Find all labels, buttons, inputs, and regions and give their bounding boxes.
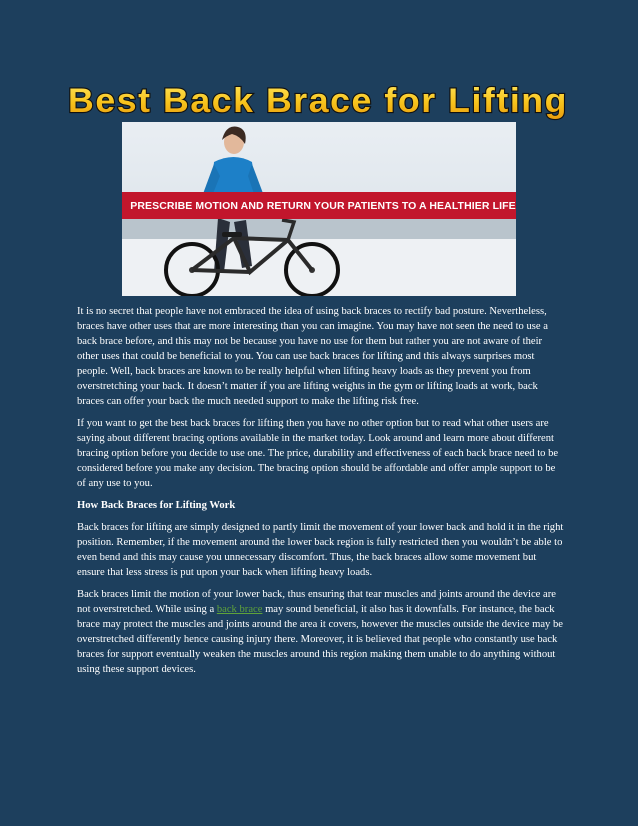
- hero-image: [122, 122, 516, 296]
- back-brace-link[interactable]: back brace: [216, 604, 263, 615]
- title-text: Best Back Brace for Lifting: [68, 82, 568, 120]
- paragraph-4-text-before: Back braces limit the motion of your lower back, thus ensuring that tear muscles and joints around the device are not overstretched. While using a: [77, 589, 556, 615]
- paragraph-4-text-after: may sound beneficial, it also has it downfalls. For instance, the back brace may protect the muscles and joints around the area it covers, however the muscles outside the device may be overstretched differently hence causing injury there. Moreover, it is believed that people who constantly use back braces for support eventually weaken the muscles around this region making them unable to do anything without using these support devices.: [77, 604, 563, 675]
- article-body: [77, 304, 565, 684]
- paragraph-3: Back braces for lifting are simply designed to partly limit the movement of your lower back and hold it in the right position. Remember, if the movement around the lower back region is fully restricted then you wouldn’t be able to even bend and this may cause you unnecessary discomfort. Thus, the back braces allow some movement but ensure that less stress is put upon your back when lifting heavy loads.: [77, 522, 564, 578]
- document-title: [58, 76, 578, 122]
- paragraph-4: [77, 587, 565, 677]
- paragraph-1: It is no secret that people have not embraced the idea of using back braces to rectify bad posture. Nevertheless, braces have other uses that are more interesting than you can imagine. You may have not seen the need to use a back brace before, and this may not be because you have no use for them but rather you are not aware of their other uses that could be beneficial to you. You can use back braces for lifting and this always surprises most people. Well, back braces are known to be really helpful when lifting heavy loads as they prevent you from overstretching your back. It doesn’t matter if you are lifting weights in the gym or lifting loads at work, back braces can offer your back the much needed support to make the lifting risk free.: [77, 306, 548, 407]
- hero-banner: [122, 192, 516, 219]
- title-graphic: [58, 76, 578, 122]
- hero-banner-text: PRESCRIBE MOTION AND RETURN YOUR PATIENTS TO A HEALTHIER LIFE: [130, 199, 516, 212]
- paragraph-2: If you want to get the best back braces for lifting then you have no other option but to read what other users are saying about different bracing options available in the market today. Look around and learn more about different bracing option before you decide to use one. The price, durability and effectiveness of each back brace need to be considered before you make any decision. The bracing option should be affordable and offer ample support to be of any use to you.: [77, 418, 559, 489]
- section-heading: How Back Braces for Lifting Work: [77, 500, 236, 511]
